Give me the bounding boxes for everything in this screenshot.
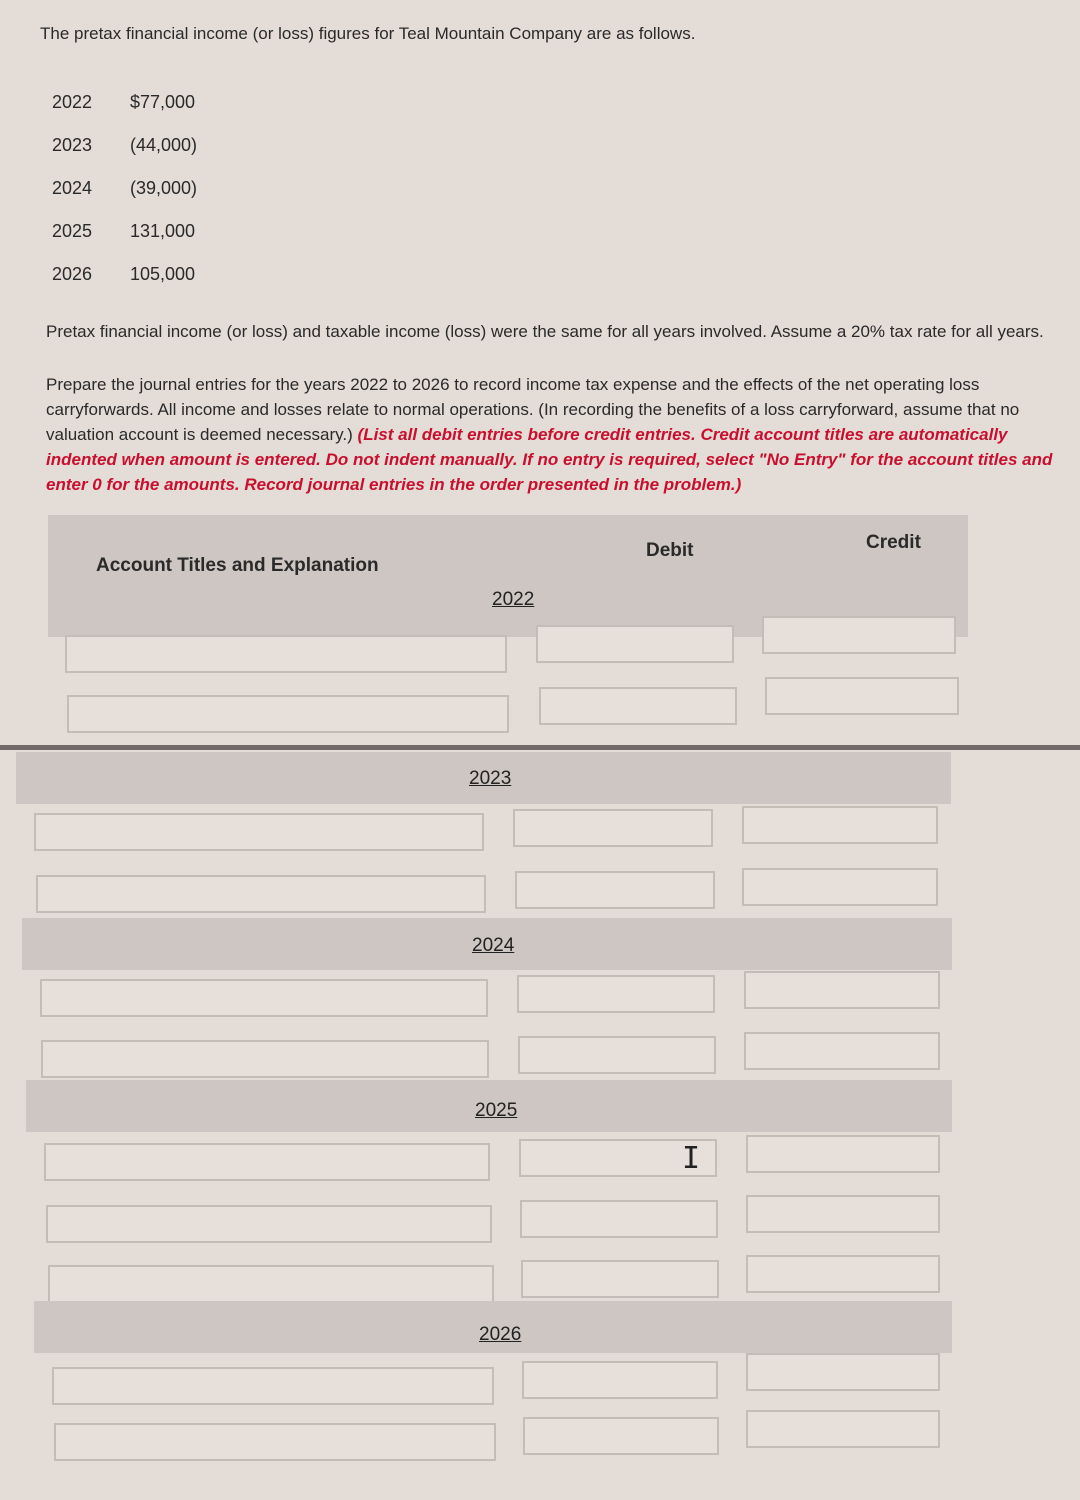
header-credit: Credit: [866, 532, 921, 553]
income-figures-list: [52, 92, 197, 307]
debit-input[interactable]: [521, 1260, 719, 1298]
income-amount: $77,000: [130, 92, 196, 112]
credit-input[interactable]: [765, 677, 959, 715]
problem-intro: The pretax financial income (or loss) figures for Teal Mountain Company are as follows.: [40, 24, 696, 43]
debit-input[interactable]: [520, 1200, 718, 1238]
account-title-input[interactable]: [40, 979, 488, 1017]
income-row-2025: [52, 221, 197, 264]
income-row-2024: [52, 178, 197, 221]
debit-input[interactable]: [513, 809, 713, 847]
instructions-red-note: (List all debit entries before credit entries. Credit account titles are automatically indented when amount is entered. Do not indent manually. If no entry is required, select "No Entry" for the account titles and enter 0 for the amounts. Record journal entries in the order presented in the problem.): [46, 425, 1053, 494]
account-title-input[interactable]: [36, 875, 486, 913]
instructions-text: Prepare the journal entries for the years 2022 to 2026 to record income tax expense and the effects of the net operating loss carryforwards. All income and losses relate to normal operations. (In recording the benefits of a loss carryforward, assume that no valuation account is deemed necessary.): [46, 375, 1020, 444]
debit-input[interactable]: [539, 687, 737, 725]
debit-input[interactable]: [518, 1036, 716, 1074]
debit-input[interactable]: [517, 975, 715, 1013]
tax-assumption: Pretax financial income (or loss) and taxable income (loss) were the same for all years involved. Assume a 20% tax rate for all years.: [46, 322, 1044, 341]
section-year-2024: 2024: [472, 935, 515, 956]
income-year: 2024: [52, 178, 93, 198]
income-row-2022: [52, 92, 197, 135]
account-title-input[interactable]: [46, 1205, 492, 1243]
divider: [0, 745, 1080, 750]
credit-input[interactable]: [762, 616, 956, 654]
section-year-2023: 2023: [469, 768, 512, 789]
income-row-2023: [52, 135, 197, 178]
header-debit: Debit: [646, 540, 694, 561]
section-year-2026: 2026: [479, 1324, 522, 1345]
debit-input[interactable]: [522, 1361, 718, 1399]
credit-input[interactable]: [746, 1135, 940, 1173]
income-year: 2025: [52, 221, 93, 241]
credit-input[interactable]: [742, 806, 938, 844]
income-year: 2026: [52, 264, 93, 284]
income-row-2026: [52, 264, 197, 307]
income-amount: 105,000: [130, 264, 196, 284]
account-title-input[interactable]: [41, 1040, 489, 1078]
credit-input[interactable]: [742, 868, 938, 906]
instructions: [46, 372, 1066, 497]
income-amount: 131,000: [130, 221, 196, 241]
debit-input[interactable]: [515, 871, 715, 909]
account-title-input[interactable]: [65, 635, 507, 673]
account-title-input[interactable]: [54, 1423, 496, 1461]
credit-input[interactable]: [746, 1353, 940, 1391]
account-title-input[interactable]: [34, 813, 484, 851]
text-cursor-icon: I: [682, 1141, 701, 1176]
debit-input[interactable]: [523, 1417, 719, 1455]
debit-input[interactable]: [536, 625, 734, 663]
account-title-input[interactable]: [52, 1367, 494, 1405]
credit-input[interactable]: [744, 1032, 940, 1070]
credit-input[interactable]: [746, 1255, 940, 1293]
credit-input[interactable]: [746, 1195, 940, 1233]
income-year: 2023: [52, 135, 93, 155]
account-title-input[interactable]: [44, 1143, 490, 1181]
income-amount: (44,000): [130, 135, 198, 155]
account-title-input[interactable]: [48, 1265, 494, 1303]
credit-input[interactable]: [744, 971, 940, 1009]
header-account-titles: Account Titles and Explanation: [96, 555, 379, 576]
section-year-2022: 2022: [492, 589, 535, 610]
income-year: 2022: [52, 92, 93, 112]
section-year-2025: 2025: [475, 1100, 518, 1121]
income-amount: (39,000): [130, 178, 198, 198]
credit-input[interactable]: [746, 1410, 940, 1448]
account-title-input[interactable]: [67, 695, 509, 733]
